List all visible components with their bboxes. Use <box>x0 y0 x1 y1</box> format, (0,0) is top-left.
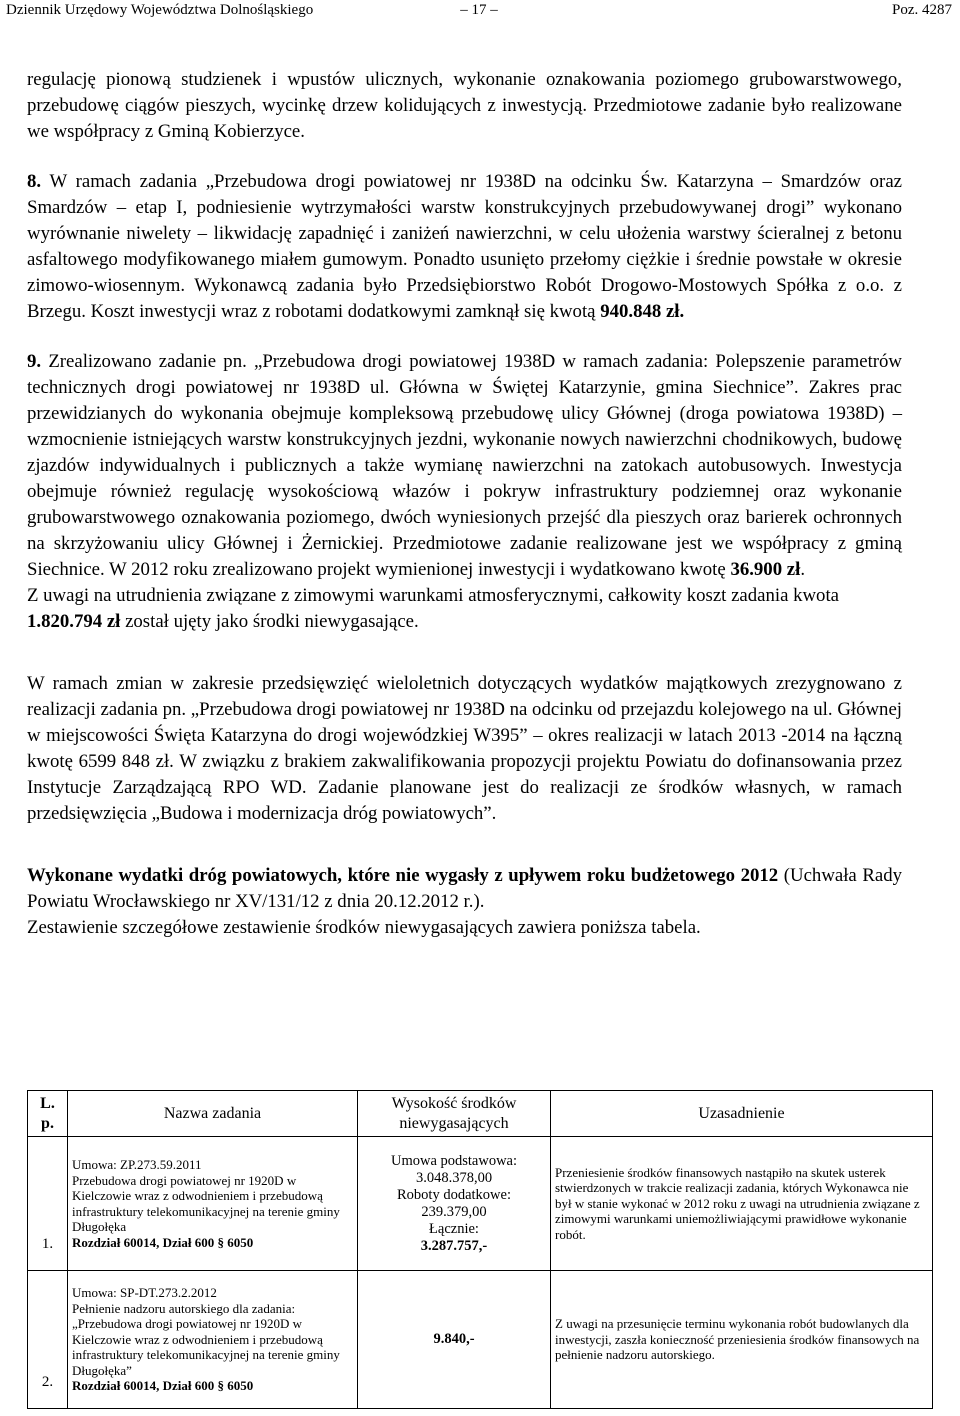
journal-title: Dziennik Urzędowy Województwa Dolnośląskiego <box>6 2 314 18</box>
item-8-text: W ramach zadania „Przebudowa drogi powiatowej nr 1938D na odcinku Św. Katarzyna – Smardzów oraz Smardzów – etap I, podniesienie wytrzymałości warstw konstrukcyjnych przebudowywanej drogi” wykonano wyrównanie niwelety – likwidację zapadnięć i zaniżeń nawierzchni, w celu ułożenia warstwy ścieralnej z betonu asfaltowego modyfikowanego miałem gumowym. Ponadto usunięto przełomy ciężkie i średnie powstałe w okresie zimowo-wiosennym. Wykonawcą zadania było Przedsiębiorstwo Robót Drogowo-Mostowych Spółka z o.o. z Brzegu. Koszt inwestycji wraz z robotami dodatkowymi zamknął się kwotą <box>27 171 902 322</box>
document-body <box>27 67 902 941</box>
expenditure-table <box>27 1090 933 1409</box>
row-2-name: Pełnienie nadzoru autorskiego dla zadania: „Przebudowa drogi powiatowej nr 1920D w Kielczowie wraz z odwodnieniem i przebudową infrastruktury telekomunikacyjnej na terenie gminy Długołęka” <box>72 1300 340 1378</box>
table-header-row <box>28 1091 933 1137</box>
paragraph-changes: W ramach zmian w zakresie przedsięwzięć wieloletnich dotyczących wydatków majątkowych zrezygnowano z realizacji zadania pn. „Przebudowa drogi powiatowej nr 1938D na odcinku od przejazdu kolejowego na ul. Głównej w miejscowości Święta Katarzyna do drogi wojewódzkiej W395” – okres realizacji w latach 2013 -2014 na łączną kwotę 6599 848 zł. W związku z brakiem zakwalifikowania propozycji projektu Powiatu do dofinansowania przez Instytucje Zarządzającą RPO WD. Zadanie planowane jest do realizacji ze środków własnych, w ramach przedsięwzięcia „Budowa i modernizacja dróg powiatowych”. <box>27 673 902 824</box>
row-1-lp: 1. <box>28 1137 68 1271</box>
row-1-amount-total: 3.287.757,- <box>420 1237 488 1254</box>
item-9-text: Zrealizowano zadanie pn. „Przebudowa drogi powiatowej 1938D w ramach zadania: Polepszenie parametrów technicznych drogi powiatowej nr 1938D ul. Główna w Świętej Katarzynie, gmina Siechnice”. Zakres prac przewidzianych do wykonania obejmuje kompleksową przebudowę ulicy Głównej (droga powiatowa 1938D) – wzmocnienie istniejących warstw konstrukcyjnych jezdni, wykonanie nowych nawierzchni chodnikowych, budowę zjazdów indywidualnych i publicznych a także wymianę nawierzchni na zatokach autobusowych. Inwestycja obejmuje również regulację wysokościową włazów i pokryw infrastruktury podziemnej oraz wykonanie grubowarstwowego oznakowania poziomego, dwóch wyniesionych przejść dla pieszych oraz barierek ochronnych na skrzyżowaniu ulicy Głównej i Żernickiej. Przedmiotowe zadanie realizowane jest we współpracy z gminą Siechnice. W 2012 roku zrealizowano projekt wymienionej inwestycji i wydatkowano kwotę <box>27 351 902 580</box>
item-9-cost <box>27 583 902 635</box>
paragraph-continuation: regulację pionową studzienek i wpustów ulicznych, wykonanie oznakowania poziomego grubowarstwowego, przebudowę ciągów pieszych, wycinkę drzew kolidujących z inwestycją. Przedmiotowe zadanie było realizowane we współpracy z Gminą Kobierzyce. <box>27 69 902 142</box>
section-heading-resolution: (Uchwała Rady Powiatu Wrocławskiego nr XV/131/12 z dnia 20.12.2012 r.). <box>27 865 902 912</box>
row-1-name: Przebudowa drogi powiatowej nr 1920D w Kielczowie wraz z odwodnieniem i przebudową infrastruktury telekomunikacyjnej na terenie gminy Długołęka <box>72 1172 340 1234</box>
item-9-cost-text: Z uwagi na utrudnienia związane z zimowymi warunkami atmosferycznymi, całkowity koszt zadania kwota <box>27 585 840 606</box>
item-8-number: 8. <box>27 171 42 192</box>
page-number: – 17 – <box>460 2 498 18</box>
row-2-reason: Z uwagi na przesunięcie terminu wykonania robót budowlanych dla inwestycji, zaszła konieczność przeniesienia środków finansowych na pełnienie nadzoru autorskiego. <box>551 1271 933 1409</box>
item-9-end: . <box>800 559 806 580</box>
table-row <box>28 1137 933 1271</box>
header-amount: Wysokość środków niewygasających <box>358 1091 551 1137</box>
row-2-name-cell <box>68 1271 358 1409</box>
row-2-amount-total: 9.840,- <box>358 1271 551 1409</box>
row-1-amount-line: Roboty dodatkowe: <box>397 1186 511 1203</box>
header-reason: Uzasadnienie <box>551 1091 933 1137</box>
row-1-contract: Umowa: ZP.273.59.2011 <box>72 1157 202 1172</box>
row-2-section: Rozdział 60014, Dział 600 § 6050 <box>72 1378 254 1394</box>
row-1-section: Rozdział 60014, Dział 600 § 6050 <box>72 1234 254 1250</box>
section-heading <box>27 863 902 915</box>
row-2-lp: 2. <box>28 1271 68 1409</box>
item-9-cost-end: został ujęty jako środki niewygasające. <box>120 611 419 632</box>
item-9-cost-amount: 1.820.794 zł <box>27 611 121 632</box>
header-name: Nazwa zadania <box>68 1091 358 1137</box>
row-2-contract: Umowa: SP-DT.273.2.2012 <box>72 1285 217 1301</box>
row-1-amount-line: 239.379,00 <box>421 1203 487 1220</box>
item-9-number: 9. <box>27 351 42 372</box>
item-9 <box>27 349 902 583</box>
item-8 <box>27 169 902 325</box>
position-number: Poz. 4287 <box>892 2 952 18</box>
expenditure-table-wrap <box>27 1090 932 1409</box>
header-lp: L. p. <box>28 1091 68 1137</box>
item-8-amount: 940.848 zł <box>600 301 680 322</box>
row-1-name-cell <box>68 1137 358 1271</box>
row-1-reason: Przeniesienie środków finansowych nastąpiło na skutek usterek stwierdzonych w trakcie realizacji zadania, których Wykonawca nie był w stanie wykonać w 2012 roku z uwagi na utrudnienia związane z zimowymi warunkami uniemożliwiającymi prawidłowe wykonanie robót. <box>551 1137 933 1271</box>
row-1-amount-line: 3.048.378,00 <box>415 1169 493 1186</box>
item-8-end: . <box>679 301 685 322</box>
page-header <box>6 0 952 22</box>
section-intro: Zestawienie szczegółowe zestawienie środków niewygasających zawiera poniższa tabela. <box>27 917 701 938</box>
table-row <box>28 1271 933 1409</box>
section-heading-bold: Wykonane wydatki dróg powiatowych, które nie wygasły z upływem roku budżetowego 2012 <box>27 865 779 886</box>
row-1-amount-line: Łącznie: <box>429 1220 479 1237</box>
row-1-amount-cell <box>358 1137 551 1271</box>
row-1-amount-line: Umowa podstawowa: <box>390 1152 518 1169</box>
item-9-amount: 36.900 zł <box>730 559 801 580</box>
